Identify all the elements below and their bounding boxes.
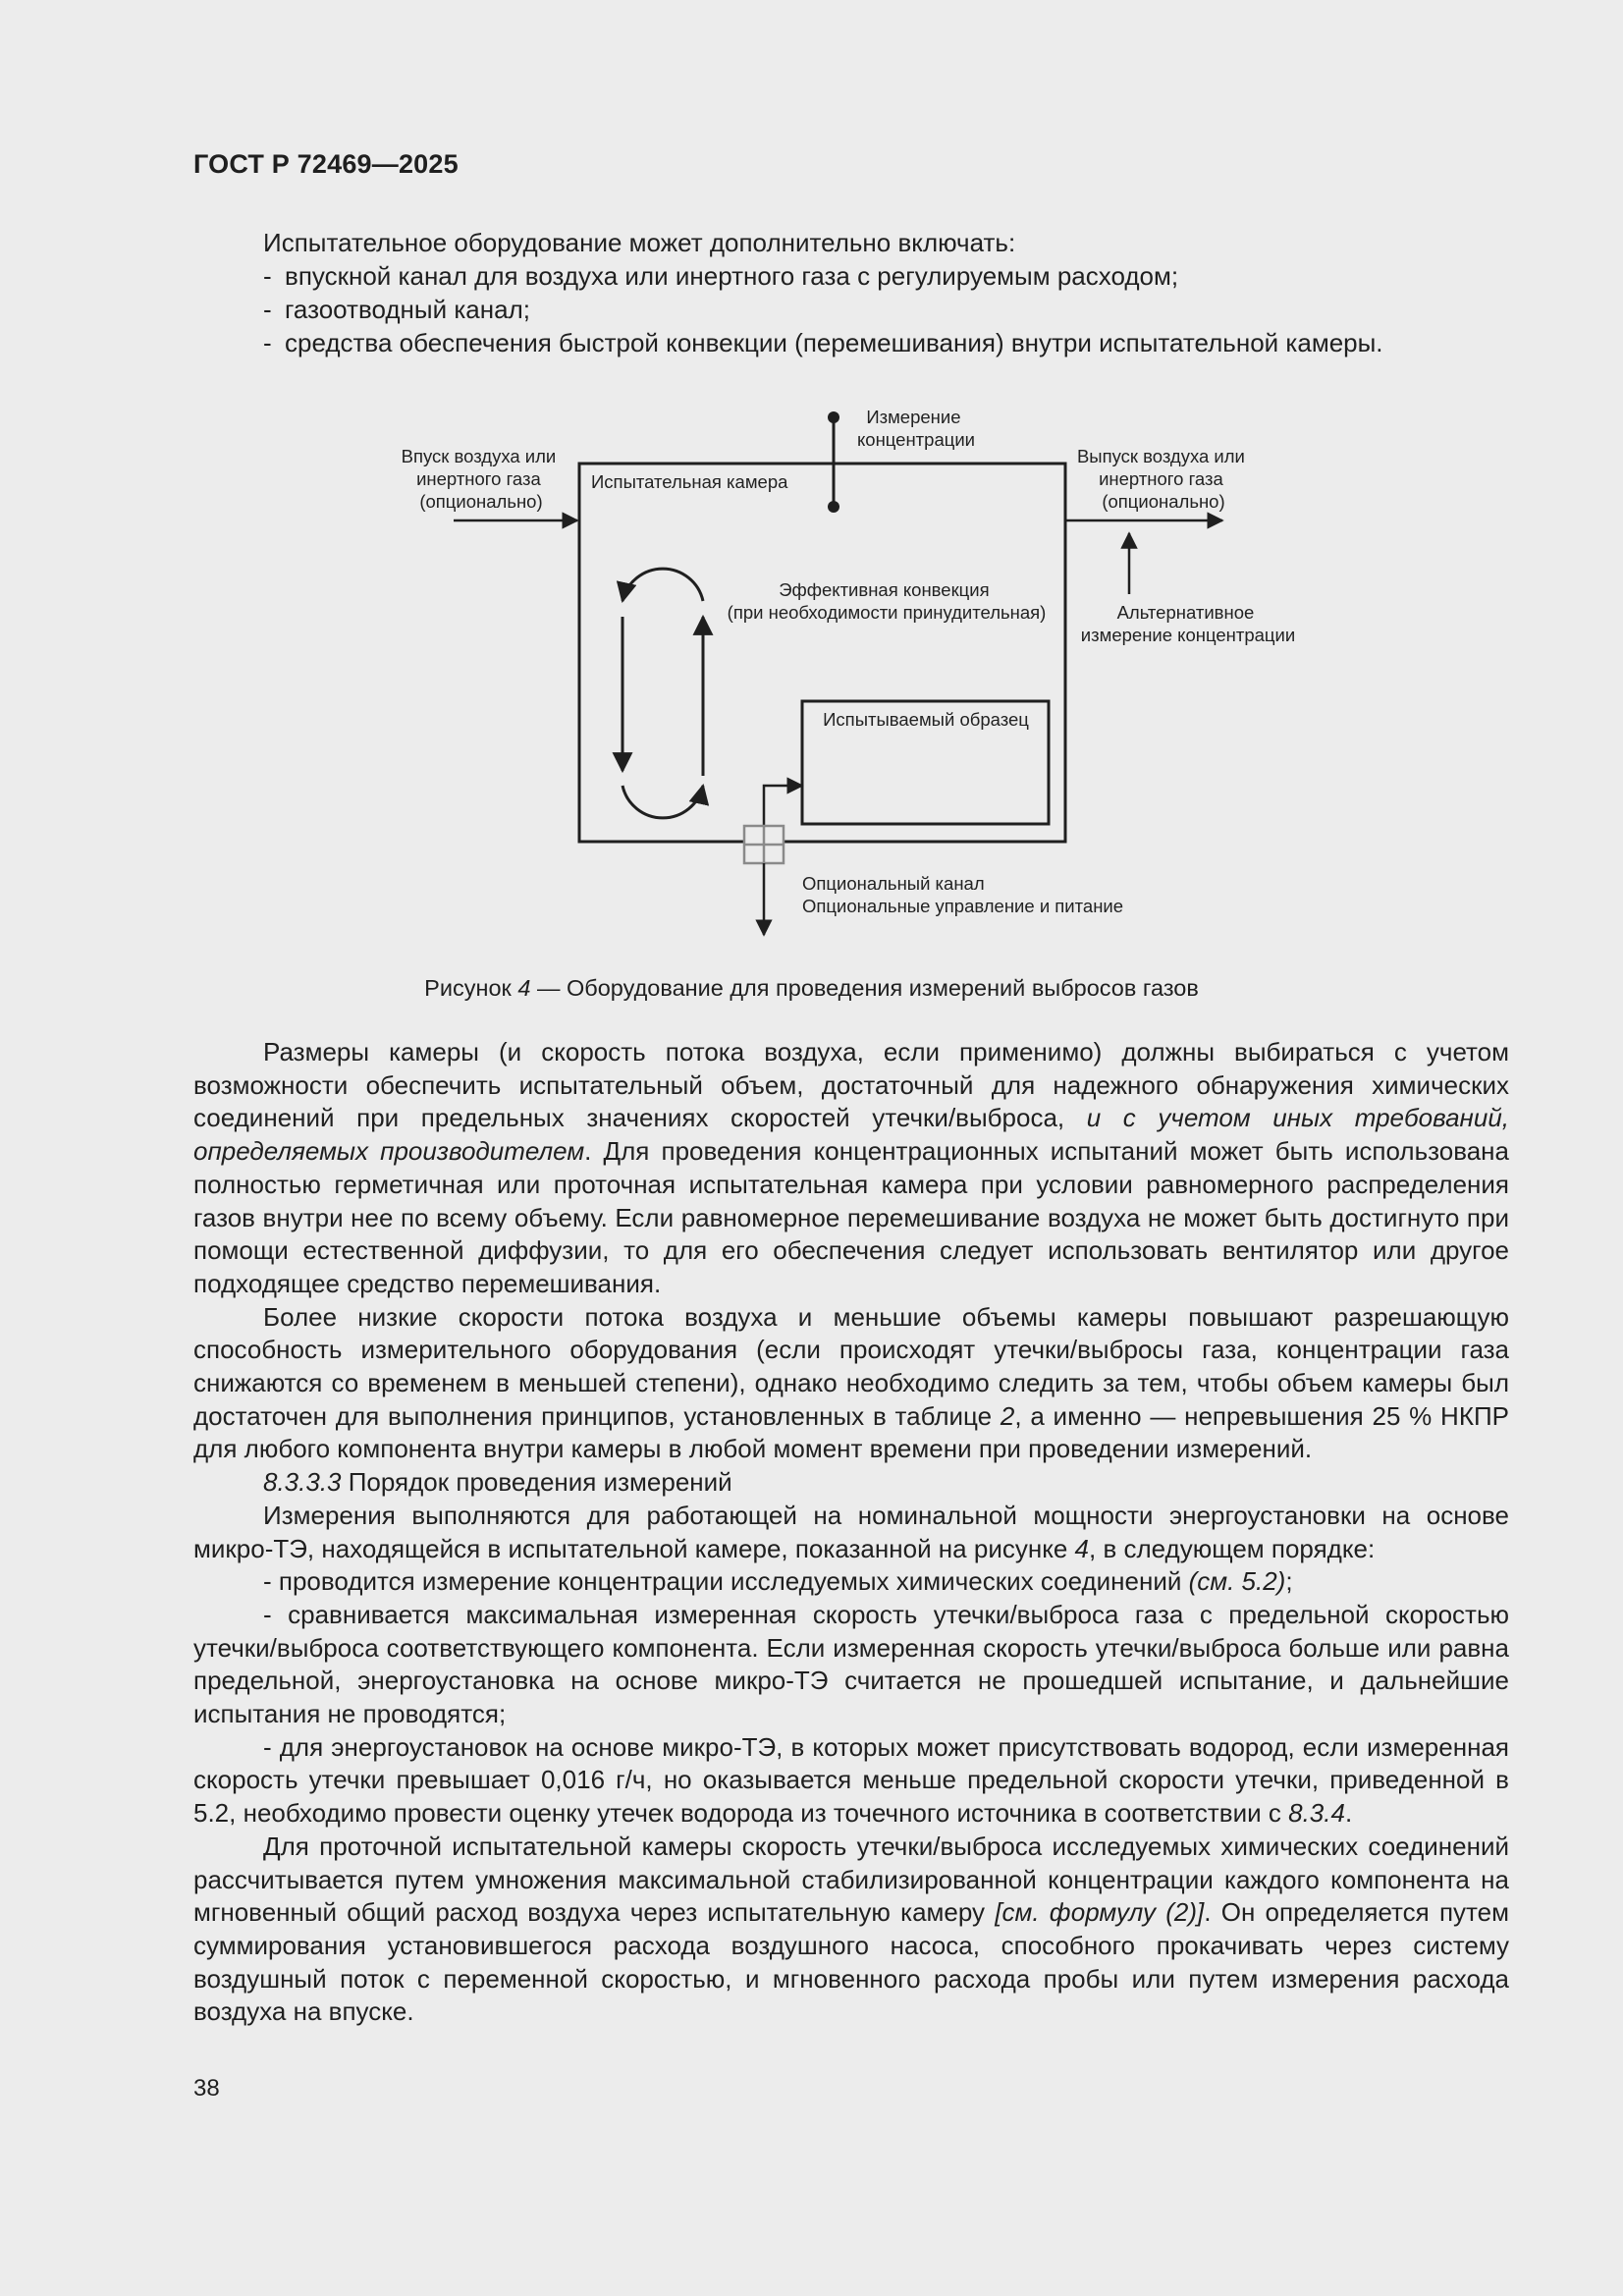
list-item: - для энергоустановок на основе микро-ТЭ, в которых может присутствовать водород, если измеренная скорость утечки превышает 0,016 г/ч, но оказывается меньше предельной скорости утечки, приведенной в 5.2, необходимо провести оценку утечек водорода из точечного источника в соответствии с 8.3.4. [193, 1731, 1509, 1829]
figure-caption: Рисунок 4 — Оборудование для проведения измерений выбросов газов [424, 975, 1199, 1001]
page-number: 38 [193, 2075, 220, 2102]
list-item: - проводится измерение концентрации исследуемых химических соединений (см. 5.2); [263, 1566, 1293, 1597]
equipment-list [263, 226, 1540, 359]
measurement-label: Измерение концентрации [856, 407, 976, 450]
paragraph: Более низкие скорости потока воздуха и меньшие объемы камеры повышают разрешающую способность измерительного оборудования (если происходят утечки/выбросы газа, концентрации газа снижаются со временем в меньшей степени), однако необходимо следить за тем, чтобы объем камеры был достаточен для выполнения принципов, установленных в таблице 2, а именно — непревышения 25 % НКПР для любого компонента внутри камеры в любой момент времени при проведении измерений. [193, 1301, 1510, 1464]
body-text [193, 1036, 1509, 2029]
inlet-label: Впуск воздуха или инертного газа (опционально) [401, 446, 557, 512]
list-lead: Испытательное оборудование может дополнительно включать: [263, 228, 1016, 257]
section-heading: 8.3.3.3 Порядок проведения измерений [263, 1467, 732, 1498]
document-code: ГОСТ Р 72469—2025 [193, 149, 459, 179]
optional-port-icon [744, 826, 784, 863]
list-item: - впускной канал для воздуха или инертного газа с регулируемым расходом; [263, 261, 1179, 291]
list-item: - сравнивается максимальная измеренная скорость утечки/выброса газа с предельной скоростью утечки/выброса соответствующего компонента. Если измеренная скорость утечки/выброса больше или равна предельной, энергоустановка на основе микро-ТЭ считается не прошедшей испытание, и дальнейшие испытания не проводятся; [193, 1599, 1509, 1729]
equipment-diagram [0, 383, 1623, 962]
list-item: - средства обеспечения быстрой конвекции (перемешивания) внутри испытательной камеры. [263, 328, 1383, 357]
convection-loop [622, 569, 703, 818]
paragraph: Для проточной испытательной камеры скорость утечки/выброса исследуемых химических соединений рассчитывается путем умножения максимальной стабилизированной концентрации каждого компонента на мгновенный общий расход воздуха через испытательную камеру [см. формулу (2)]. Он определяется путем суммирования установившегося расхода воздушного насоса, способного прокачивать через систему воздушный поток с переменной скоростью, и мгновенного расхода пробы или путем измерения расхода воздуха на впуске. [193, 1831, 1509, 2027]
optional-label: Опциональный канал Опциональные управление и питание [802, 873, 1124, 916]
alt-measurement-label: Альтернативное измерение концентрации [1080, 602, 1296, 645]
test-chamber-box [579, 464, 1065, 842]
paragraph: Измерения выполняются для работающей на номинальной мощности энергоустановки на основе микро-ТЭ, находящейся в испытательной камере, показанной на рисунке 4, в следующем порядке: [193, 1500, 1509, 1563]
sample-label: Испытываемый образец [823, 709, 1029, 730]
chamber-label: Испытательная камера [591, 471, 788, 492]
outlet-label: Выпуск воздуха или инертного газа (опционально) [1076, 446, 1245, 512]
convection-label: Эффективная конвекция (при необходимости принудительная) [727, 579, 1047, 623]
paragraph: Размеры камеры (и скорость потока воздуха, если применимо) должны выбираться с учетом возможности обеспечить испытательный объем, достаточный для надежного обнаружения химических соединений при предельных значениях скоростей утечки/выброса, и с учетом иных требований, определяемых производителем. Для проведения концентрационных испытаний может быть использована полностью герметичная или проточная испытательная камера при условии равномерного распределения газов внутри нее по всему объему. Если равномерное перемешивание воздуха не может быть достигнуто при помощи естественной диффузии, то для его обеспечения следует использовать вентилятор или другое подходящее средство перемешивания. [193, 1037, 1510, 1298]
list-item: - газоотводный канал; [263, 295, 530, 324]
